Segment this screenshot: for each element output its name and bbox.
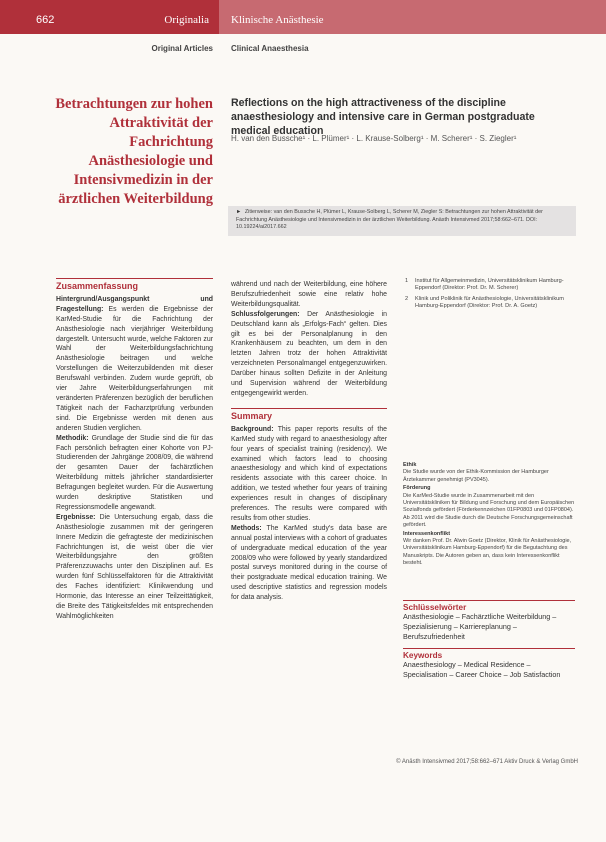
keywords-de: Anästhesiologie – Fachärztliche Weiterbildung – Spezialisierung – Karriereplanung – Berufszufriedenheit — [403, 612, 557, 642]
summary-column-2 — [231, 280, 387, 603]
paragraph-methodik — [56, 434, 213, 513]
paragraph-methods — [231, 524, 387, 603]
affiliation-item — [405, 296, 577, 311]
paragraph-ergebnisse — [56, 513, 213, 622]
label-methodik: Methodik: — [56, 434, 89, 442]
heading-zusammenfassung: Zusammenfassung — [56, 281, 139, 291]
paragraph-schluss — [231, 310, 387, 399]
text-hintergrund: Es werden die Ergebnisse der KarMed-Studie für die Fachrichtung der Anästhesiologie nach vierjähriger Weiterbildung dargestellt. Untersucht wurde, welche Faktoren zur Wahl der Weiterbildungsfachrichtung Anästhesiologie beitragen und welche Vorstellungen die Weiterzubildenden mit dieser Berufswahl verbinden. Zudem wurde geprüft, ob vier Jahre Weiterbildungserfahrungen mit veränderten Präferenzen bezüglich der beruflichen Tätigkeit nach der Facharztprüfung verbunden sind. Die Ergebnisse werden mit denen aus anderen Studien verglichen. — [56, 305, 213, 432]
subheader-right: Clinical Anaesthesia — [231, 44, 309, 53]
paragraph-hintergrund — [56, 295, 213, 434]
divider — [231, 408, 387, 409]
page-footer: © Anästh Intensivmed 2017;58:662–671 Aktiv Druck & Verlag GmbH — [396, 759, 578, 765]
top-banner — [0, 0, 606, 34]
affiliation-text: Klinik und Poliklinik für Anästhesiologie, Universitätsklinikum Hamburg-Eppendorf (Direktor: Prof. Dr. A. Goetz) — [415, 295, 564, 310]
summary-de-column — [56, 278, 213, 622]
heading-schluesselwoerter: Schlüsselwörter — [403, 600, 575, 612]
citation-text: Zitierweise: van den Bussche H, Plümer L, Krause-Solberg L, Scherer M, Ziegler S: Betrachtungen zur hohen Attraktivität der Fachrichtung Anästhesiologie und Intensivmedizin in der ärztlichen Weiterbildung. Anästh Intensivmed 2017;58:662–671. DOI: 10.19224/ai2017.662 — [236, 209, 543, 231]
keywords-en: Anaesthesiology – Medical Residence – Specialisation – Career Choice – Job Satisfaction — [403, 659, 561, 679]
affiliation-number: 2 — [405, 295, 409, 302]
heading-keywords: Keywords — [403, 648, 575, 660]
heading-summary: Summary — [231, 410, 273, 421]
title-english: Reflections on the high attractiveness of the discipline anaesthesiology and intensive care in German postgraduate medical education — [231, 97, 535, 137]
label-methods: Methods: — [231, 524, 262, 532]
paragraph-background — [231, 425, 387, 524]
section-label-right: Klinische Anästhesie — [231, 14, 324, 26]
subheader-left: Original Articles — [151, 44, 213, 53]
text-foerderung: Die KarMed-Studie wurde in Zusammenarbeit mit den Universitätskliniken für Bildung und Forschung und dem Europäischen Sozialfonds gefördert (Förderkennzeichen 01FP0803 und 01FP0804). Ab 2011 wird die Studie durch die Deutsche Forschungsgemeinschaft gefördert. — [403, 492, 575, 529]
text-ergebnisse: Die Untersuchung ergab, dass die Anästhesiologie zusammen mit der geringeren Innere Medizin die gefragteste der medizinischen Fachrichtungen ist, die weist über die vier Weiterbildungsjahre den größten Präferenzzuwachs unter den Disziplinen auf. Es wurden fünf Schlüsselfaktoren für die Attraktivität des Faches identifiziert: Klinikwendung und Hormonie, das Interesse an einer Teilzeittätigkeit, die Breite des Tätigkeitsfeldes mit entsprechenden Wahlmöglichkeiten — [56, 513, 213, 620]
title-german: Betrachtungen zur hohen Attraktivität der Fachrichtung Anästhesiologie und Intensivmedizin in der ärztlichen Weiterbildung — [55, 96, 213, 207]
affiliation-number: 1 — [405, 278, 409, 284]
text-interessenkonflikt: Wir danken Prof. Dr. Alwin Goetz (Direktor, Klinik für Anästhesiologie, Universitätsklinikum Hamburg-Eppendorf) für die Begutachtung des Manuskripts. Die Autoren geben an, dass kein Interessenkonflikt besteht. — [403, 538, 572, 567]
label-hintergrund: Hintergrund/Ausgangspunkt und Fragestellung: — [56, 295, 213, 313]
author-list: H. van den Bussche¹ · L. Plümer¹ · L. Krause-Solberg¹ · M. Scherer¹ · S. Ziegler¹ — [231, 134, 517, 143]
text-background: This paper reports results of the KarMed study with regard to anaesthesiology after four years of specialist training (residency). We examined which factors lead to choosing anaesthesiology and which kind of expectations residents associate with this career choice. In addition, we tested whether four years of training experiences result in changes of disciplinary preferences. The results were compared with results from other studies. — [231, 425, 388, 522]
info-sidebar — [403, 462, 577, 569]
label-ergebnisse: Ergebnisse: — [56, 513, 96, 521]
citation-box — [228, 206, 576, 236]
text-methods: The KarMed study's data base are annual postal interviews with a cohort of graduates of undergraduate medical education of the year 2008/09 who were followed by yearly standardized postal surveys monitored during in the course of their postgraduate medical education training. We used descriptive statistics and regression models for data analysis. — [231, 524, 387, 602]
text-ethik: Die Studie wurde von der Ethik-Kommission der Hamburger Ärztekammer genehmigt (PV3045). — [403, 469, 549, 483]
affiliations — [405, 278, 577, 314]
text-methodik: Grundlage der Studie sind die für das Fach persönlich befragten einer Kohorte von PJ-Studierenden der Jahrgänge 2008/09, die während der gesamten Dauer der fachärztlichen Weiterbildung mittels jährlicher standardisierter Befragungen begleitet wurden. Für die Auswertung wurden deskriptive Statistiken und Regressionsmodelle angewandt. — [56, 434, 214, 511]
keywords-box — [403, 600, 575, 685]
banner-left — [0, 0, 219, 34]
banner-right — [219, 0, 606, 34]
affiliation-text: Institut für Allgemeinmedizin, Universitätsklinikum Hamburg-Eppendorf (Direktor: Prof. Dr. M. Scherer) — [415, 278, 564, 292]
paragraph-continued: während und nach der Weiterbildung, eine höhere Berufszufriedenheit sowie eine relativ hohe Weiterbildungsqualität. — [231, 281, 387, 308]
section-label-de: Originalia — [164, 14, 209, 26]
label-ethik: Ethik — [403, 462, 417, 468]
label-foerderung: Förderung — [403, 485, 431, 492]
triangle-icon: ► — [236, 209, 242, 215]
text-schluss: Der Anästhesiologie in Deutschland kann als „Erfolgs-Fach“ gelten. Dies gilt es bei der Personalplanung in den Krankenhäusern zu beachten, um dem in den letzten Jahren trotz der hohen Attraktivität verzeichneten Personalmangel entgegenzuwirken. Darüber hinaus sollten Defizite in der Anleitung und Supervision während der Weiterbildung entgegengewirkt werden. — [231, 310, 387, 397]
label-schluss: Schlussfolgerungen: — [231, 310, 300, 318]
affiliation-item — [405, 278, 577, 293]
page-number: 662 — [36, 14, 55, 26]
label-background: Background: — [231, 425, 274, 433]
divider — [56, 278, 213, 279]
label-interessenkonflikt: Interessenkonflikt — [403, 530, 451, 537]
